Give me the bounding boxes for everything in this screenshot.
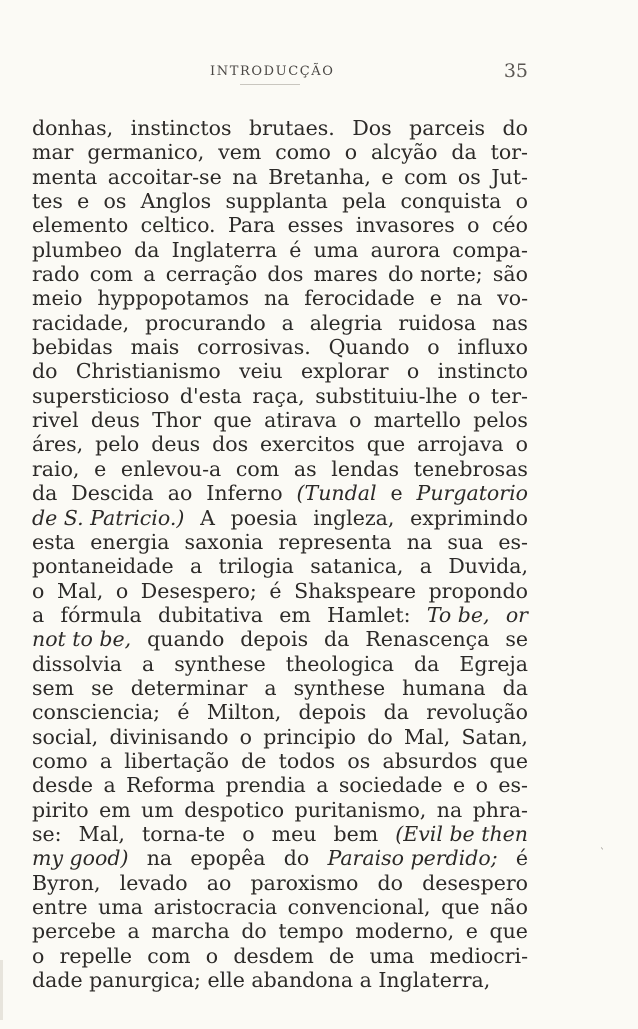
text-word: e (77, 189, 90, 214)
text-word: marcha (151, 919, 230, 944)
text-word: deus (90, 408, 140, 433)
text-word: e (453, 773, 466, 798)
text-line (32, 846, 528, 870)
text-word: tor- (490, 140, 528, 165)
text-word: é (515, 846, 528, 871)
text-word: que (213, 408, 252, 433)
text-line (32, 286, 528, 310)
text-word: energia (90, 529, 170, 554)
text-line (32, 603, 528, 627)
text-word: influxo (457, 335, 528, 360)
text-word: o (115, 578, 129, 603)
text-line (32, 213, 528, 237)
text-word: pelos (473, 408, 528, 433)
text-word: Christianismo (75, 359, 221, 384)
text-word: divinisando (109, 724, 229, 749)
text-word: A (200, 505, 215, 530)
text-word: do (241, 919, 267, 944)
text-word: compa- (452, 237, 528, 262)
text-line (32, 408, 528, 432)
text-word: aristocracia (153, 895, 278, 919)
text-word: Para (228, 213, 276, 238)
text-word: Dos (352, 116, 392, 140)
text-line (32, 140, 528, 164)
text-word: a (419, 554, 432, 579)
text-word: exprimindo (410, 505, 528, 530)
text-word: ao (206, 870, 232, 895)
page-edge-shadow (0, 960, 3, 1020)
text-line (32, 725, 528, 749)
text-line (32, 871, 528, 895)
text-word: esta (32, 529, 76, 554)
text-word: e (465, 919, 478, 944)
text-line (32, 944, 528, 968)
page-number: 35 (503, 60, 528, 82)
text-word: despotico (184, 797, 285, 822)
text-word: revolução (426, 700, 528, 725)
text-word: Reforma (126, 773, 216, 798)
text-word: Inglaterra (171, 237, 278, 262)
text-word: que (366, 432, 406, 457)
text-word: humana (402, 675, 486, 700)
text-line (32, 506, 528, 530)
text-word: uma (313, 237, 359, 262)
text-word: a (32, 602, 45, 627)
text-word: Duvida, (448, 554, 528, 579)
text-word: racidade, (32, 310, 130, 335)
text-line (32, 700, 528, 724)
body-text (32, 116, 528, 992)
text-word: vo- (497, 286, 528, 311)
text-word: or (505, 602, 528, 627)
text-word: do (283, 846, 310, 871)
text-word: de S. Patricio.) (32, 505, 185, 530)
text-word: em (99, 797, 131, 822)
text-line (32, 554, 528, 578)
text-word: exercitos (260, 432, 355, 457)
text-word: a (99, 748, 113, 773)
text-word: ao (167, 481, 193, 506)
text-word: synthese (293, 675, 386, 700)
text-line (32, 822, 528, 846)
text-word: desde (32, 773, 94, 798)
text-word: Milton, (206, 700, 282, 725)
text-word: rado (32, 262, 80, 287)
text-word: entre (32, 895, 88, 919)
text-word: ferocidade (304, 286, 415, 311)
text-word: ter- (490, 383, 528, 408)
text-word: a (142, 651, 155, 676)
text-word: bebidas (32, 335, 113, 360)
text-word: de (329, 943, 355, 968)
text-line (32, 579, 528, 603)
text-line (32, 652, 528, 676)
text-word: levado (119, 870, 188, 895)
text-word: elle (207, 968, 252, 993)
text-word: da (414, 651, 440, 676)
text-word: de (241, 748, 267, 773)
text-word: panurgica; (89, 968, 208, 993)
text-word: representa (278, 529, 392, 554)
text-word: elemento (32, 213, 129, 238)
text-word: vem (218, 140, 262, 165)
text-word: e (429, 286, 442, 311)
text-word: mediocri- (429, 943, 528, 968)
text-word: na (232, 164, 258, 189)
text-word: dos (212, 432, 249, 457)
text-word: desespero (422, 870, 528, 895)
text-word: martello (373, 408, 462, 433)
text-word: como (32, 748, 88, 773)
text-word: em (279, 602, 311, 627)
text-word: raça, (252, 383, 305, 408)
text-word: do (502, 116, 528, 140)
text-word: instincto (437, 359, 528, 384)
text-word: são (492, 262, 528, 287)
text-word: Quando (328, 335, 410, 360)
text-word: Inglaterra, (378, 968, 491, 993)
text-word: alegria (309, 310, 383, 335)
text-word: bem (333, 821, 379, 846)
text-word: conquista (400, 189, 502, 214)
text-line (32, 773, 528, 797)
text-word: o (205, 943, 219, 968)
text-word: tempo (278, 919, 344, 944)
text-word: o (467, 213, 480, 238)
text-word: é (269, 578, 282, 603)
text-word: rivel (32, 408, 79, 433)
text-word: Jut- (491, 164, 528, 189)
text-word: se: (32, 821, 62, 846)
text-word: com (89, 262, 133, 287)
text-word: (Tundal (296, 481, 377, 506)
text-word: atirava (264, 408, 337, 433)
text-word: da (451, 140, 477, 165)
text-word: Purgatorio (416, 481, 528, 506)
text-word: supplanta (225, 189, 328, 214)
text-word: com (147, 943, 191, 968)
text-word: depois (240, 627, 309, 652)
text-word: tenebrosas (413, 456, 528, 481)
text-word: um (141, 797, 174, 822)
text-word: explorar (300, 359, 389, 384)
text-word: enlevou-a (120, 456, 222, 481)
text-word: o (344, 140, 358, 165)
text-word: Desespero; (140, 578, 257, 603)
text-word: deus (151, 432, 201, 457)
text-word: com (235, 456, 280, 481)
text-word: os (103, 189, 127, 214)
text-word: Egreja (459, 651, 528, 676)
text-word: todos (278, 748, 336, 773)
text-word: pirito (32, 797, 89, 822)
text-word: (Evil be then (395, 821, 528, 846)
text-word: saxonia (184, 529, 264, 554)
text-word: o (515, 189, 528, 214)
text-word: na (436, 797, 463, 822)
text-word: es- (498, 773, 528, 798)
text-word: torna-te (142, 821, 226, 846)
text-word: accoitar-se (107, 164, 222, 189)
text-word: aurora (370, 237, 441, 262)
text-line (32, 676, 528, 700)
text-word: germanico, (87, 140, 205, 165)
text-word: Mal, (403, 724, 451, 749)
text-word: e (94, 456, 107, 481)
text-line (32, 189, 528, 213)
text-word: raio, (32, 456, 80, 481)
text-word: que (441, 895, 480, 919)
text-word: meio (32, 286, 83, 311)
text-word: principio (263, 724, 356, 749)
text-line (32, 481, 528, 505)
text-word: procurando (145, 310, 266, 335)
text-word: Hamlet: (327, 602, 411, 627)
text-word: repelle (59, 943, 133, 968)
text-word: e (381, 164, 394, 189)
text-word: satanica, (310, 554, 404, 579)
text-word: d'esta (179, 383, 242, 408)
text-word: Satan, (461, 724, 528, 749)
text-word: lendas (331, 456, 400, 481)
text-word: mares (313, 262, 378, 287)
text-word: supersticioso (32, 383, 170, 408)
text-word: veiu (239, 359, 283, 384)
text-word: my good) (32, 846, 129, 871)
text-word: determinar (130, 675, 248, 700)
text-word: libertação (124, 748, 229, 773)
text-word: o (239, 724, 253, 749)
text-word: prendia (225, 773, 306, 798)
text-word: Mal, (56, 578, 104, 603)
text-word: invasores (355, 213, 455, 238)
header-rule (240, 84, 300, 85)
text-word: sua (447, 529, 484, 554)
text-word: paroxismo (250, 870, 359, 895)
text-word: a (143, 262, 156, 287)
text-word: phra- (472, 797, 528, 822)
text-word: o (349, 408, 362, 433)
text-word: quando (147, 627, 225, 652)
text-word: not to be, (32, 627, 132, 652)
text-word: na (456, 286, 483, 311)
text-word: poesia (230, 505, 298, 530)
text-line (32, 311, 528, 335)
text-word: o (427, 335, 440, 360)
text-word: o (242, 821, 255, 846)
text-word: as (293, 456, 317, 481)
text-word: moderno, (355, 919, 455, 944)
text-word: uma (369, 943, 415, 968)
text-word: dubitativa (157, 602, 264, 627)
text-line (32, 798, 528, 822)
text-word: que (489, 919, 528, 944)
text-word: a (281, 310, 294, 335)
text-word: propondo (428, 578, 528, 603)
text-word: tes (32, 189, 63, 214)
text-word: Paraiso perdido; (327, 846, 498, 871)
text-word: epopêa (190, 846, 266, 871)
text-line (32, 919, 528, 943)
text-word: da (324, 627, 350, 652)
text-word: menta (32, 164, 98, 189)
text-word: absurdos (382, 748, 478, 773)
text-word: do (377, 870, 403, 895)
text-word: donhas, (32, 116, 114, 140)
text-word: corrosivas. (197, 335, 311, 360)
text-word: theologica (285, 651, 394, 676)
text-word: sociedade (338, 773, 443, 798)
text-word: e (390, 481, 403, 506)
text-word: To be, (426, 602, 490, 627)
text-word: do (32, 359, 58, 384)
text-word: do norte; (388, 262, 483, 287)
text-word: convencional, (287, 895, 431, 919)
text-word: Bretanha, (268, 164, 371, 189)
text-word: dissolvia (32, 651, 122, 676)
text-word: Shakspeare (294, 578, 416, 603)
text-word: celtico. (140, 213, 216, 238)
text-word: áres, (32, 432, 84, 457)
text-word: meu (271, 821, 317, 846)
text-word: como (275, 140, 331, 165)
text-line (32, 165, 528, 189)
text-word: Descida (71, 481, 154, 506)
text-word: Anglos (140, 189, 212, 214)
text-word: pela (342, 189, 387, 214)
text-word: a (264, 675, 277, 700)
text-word: os (457, 164, 481, 189)
text-word: nas (492, 310, 528, 335)
text-word: parceis (409, 116, 485, 140)
text-word: arrojava (417, 432, 504, 457)
text-line (32, 384, 528, 408)
text-word: percebe (32, 919, 116, 944)
text-line (32, 335, 528, 359)
text-line (32, 262, 528, 286)
text-word: depois (298, 700, 367, 725)
text-word: se (505, 627, 528, 652)
text-word: da (502, 675, 528, 700)
text-word: cerração (165, 262, 258, 287)
text-word: se (91, 675, 114, 700)
stray-mark: ` (600, 848, 605, 859)
text-word: a (127, 919, 140, 944)
text-word: é (289, 237, 302, 262)
text-word: do (367, 724, 393, 749)
text-word: o (406, 359, 420, 384)
text-word: da (383, 700, 409, 725)
text-word: o (475, 773, 488, 798)
text-word: Inferno (206, 481, 283, 506)
text-word: dos (267, 262, 304, 287)
text-word: substituiu-lhe (315, 383, 458, 408)
text-word: mais (130, 335, 180, 360)
text-word: social, (32, 724, 99, 749)
text-word: da (32, 481, 58, 506)
text-line (32, 432, 528, 456)
text-word: esses (287, 213, 344, 238)
text-word: abandona (251, 968, 360, 993)
text-word: instinctos (130, 116, 232, 140)
text-word: sem (32, 675, 75, 700)
text-word: que (489, 748, 528, 773)
text-line (32, 530, 528, 554)
text-word: Byron, (32, 870, 101, 895)
text-word: o (32, 943, 45, 968)
text-word: desdem (233, 943, 314, 968)
text-word: Mal, (78, 821, 125, 846)
text-word: es- (498, 529, 528, 554)
text-word: o (467, 383, 481, 408)
text-word: a (316, 773, 329, 798)
text-word: hyppopotamos (97, 286, 250, 311)
text-word: o (32, 578, 45, 603)
text-word: dade (32, 968, 90, 993)
text-line (32, 968, 528, 992)
text-word: com (404, 164, 448, 189)
text-word: a (103, 773, 116, 798)
text-line (32, 359, 528, 383)
text-word: da (134, 237, 160, 262)
text-line (32, 749, 528, 773)
text-word: ingleza, (313, 505, 395, 530)
text-line (32, 238, 528, 262)
text-word: puritanismo, (294, 797, 427, 822)
text-line (32, 895, 528, 919)
text-word: na (146, 846, 173, 871)
text-word: os (347, 748, 371, 773)
text-word: céo (491, 213, 528, 238)
text-word: pelo (95, 432, 140, 457)
text-word: trilogia (218, 554, 294, 579)
text-line (32, 457, 528, 481)
text-word: pontaneidade (32, 554, 174, 579)
text-word: brutaes. (249, 116, 335, 140)
text-word: alcyão (371, 140, 438, 165)
text-line (32, 627, 528, 651)
running-title: INTRODUCÇÃO (210, 64, 335, 79)
text-word: é (177, 700, 190, 725)
text-word: mar (32, 140, 74, 165)
text-word: consciencia; (32, 700, 161, 725)
text-word: na (263, 286, 290, 311)
text-word: uma (98, 895, 143, 919)
text-word: Renascença (365, 627, 490, 652)
text-word: a (359, 968, 379, 993)
text-word: ruidosa (398, 310, 477, 335)
text-word: Thor (152, 408, 202, 433)
running-head (210, 60, 530, 86)
text-word: synthese (174, 651, 266, 676)
text-word: a (189, 554, 203, 579)
text-word: fórmula (60, 602, 142, 627)
text-line (32, 116, 528, 140)
text-word: na (406, 529, 433, 554)
text-word: o (515, 432, 528, 457)
text-word: não (490, 895, 528, 919)
text-word: plumbeo (32, 237, 122, 262)
